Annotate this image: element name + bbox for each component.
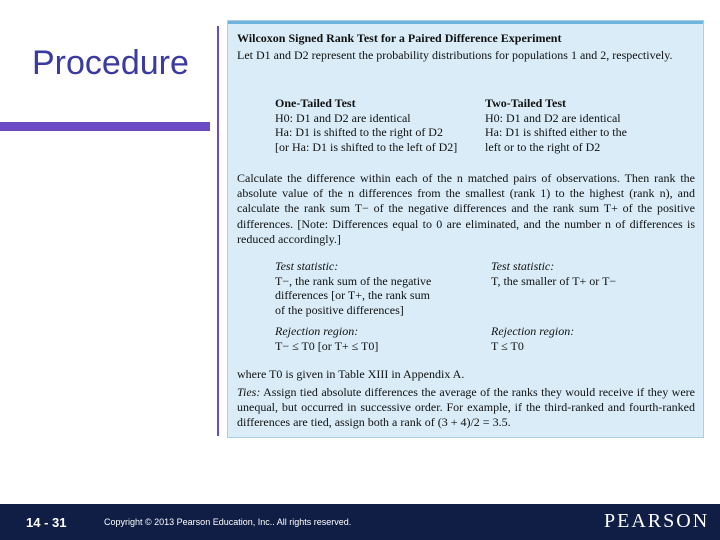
accent-bar (0, 122, 210, 131)
one-tailed-stats (275, 259, 431, 354)
intro-text: Let D1 and D2 represent the probability distributions for populations 1 and 2, respectively. (237, 48, 673, 62)
accent-divider (217, 26, 219, 436)
two-tailed-line: H0: D1 and D2 are identical (485, 110, 621, 125)
calculation-text: Calculate the difference within each of the n matched pairs of observations. Then rank the absolute value of the n differences from the smallest (rank 1) to the highest (rank n), and calculate the rank sum T− of the negative differences and the rank sum T+ of the positive differences. [Note: Differences equal to 0 are eliminated, and the number n of differences is reduced accordingly.] (237, 171, 695, 246)
copyright-text: Copyright © 2013 Pearson Education, Inc.. All rights reserved. (104, 517, 352, 527)
box-heading: Wilcoxon Signed Rank Test for a Paired Difference Experiment (237, 31, 562, 45)
pearson-logo: PEARSON (604, 510, 710, 532)
slide-number: 14 - 31 (26, 515, 67, 530)
rejection-region-label: Rejection region: (491, 324, 575, 339)
footer-bar (0, 504, 720, 540)
test-statistic-line: T−, the rank sum of the negative (275, 273, 432, 288)
one-tailed-line: [or Ha: D1 is shifted to the left of D2] (275, 139, 458, 154)
test-statistic-line: differences [or T+, the rank sum (275, 288, 430, 303)
test-statistic-line: of the positive differences] (275, 302, 404, 317)
two-tailed-stats (491, 259, 616, 353)
two-tailed-line: Ha: D1 is shifted either to the (485, 125, 627, 140)
slide-title: Procedure (32, 44, 189, 82)
two-tailed-column (485, 96, 627, 154)
test-statistic-label: Test statistic: (275, 259, 339, 273)
one-tailed-column (275, 96, 457, 154)
one-tailed-header: One-Tailed Test (275, 96, 356, 110)
test-statistic-label: Test statistic: (491, 259, 555, 273)
rejection-region: T− ≤ T0 [or T+ ≤ T0] (275, 338, 379, 353)
box-top-rule (228, 21, 703, 24)
one-tailed-line: Ha: D1 is shifted to the right of D2 (275, 125, 443, 140)
table-reference: where T0 is given in Table XIII in Appendix A. (237, 367, 465, 381)
ties-label: Ties: (237, 385, 261, 399)
rejection-region-label: Rejection region: (275, 324, 359, 339)
ties-text (237, 385, 695, 431)
two-tailed-line: left or to the right of D2 (485, 139, 601, 154)
two-tailed-header: Two-Tailed Test (485, 96, 567, 110)
one-tailed-line: H0: D1 and D2 are identical (275, 110, 411, 125)
procedure-box (227, 20, 704, 438)
test-statistic-line: T, the smaller of T+ or T− (491, 273, 617, 288)
ties-body: Assign tied absolute differences the average of the ranks they would receive if they were unequal, but occurred in successive order. For example, if the third-ranked and fourth-ranked differences are tied, assign both a rank of (3 + 4)/2 = 3.5. (237, 385, 695, 430)
rejection-region: T ≤ T0 (491, 338, 524, 353)
